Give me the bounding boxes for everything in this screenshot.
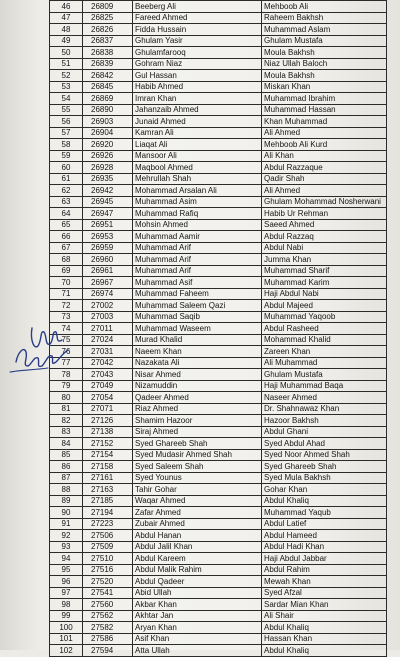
father-name: Habib Ur Rehman <box>262 208 387 220</box>
table-row <box>50 530 387 542</box>
row-number: 50 <box>50 47 83 59</box>
father-name: Niaz Ullah Baloch <box>262 58 387 70</box>
candidate-name: Abdul Kareem <box>133 553 262 565</box>
table-row <box>50 369 387 381</box>
father-name: Abdul Ghani <box>262 426 387 438</box>
father-name: Abdul Razzaq <box>262 231 387 243</box>
table-row <box>50 438 387 450</box>
table-row <box>50 127 387 139</box>
handwritten-signature <box>0 300 70 390</box>
table-row <box>50 93 387 105</box>
table-row <box>50 162 387 174</box>
father-name: Abdul Khaliq <box>262 495 387 507</box>
row-number: 70 <box>50 277 83 289</box>
father-name: Syed Mula Bakhsh <box>262 472 387 484</box>
candidate-name: Nazakata Ali <box>133 357 262 369</box>
candidate-name: Siraj Ahmed <box>133 426 262 438</box>
row-number: 53 <box>50 81 83 93</box>
roll-number: 26961 <box>83 265 133 277</box>
row-number: 59 <box>50 150 83 162</box>
roll-number: 26826 <box>83 24 133 36</box>
table-row <box>50 495 387 507</box>
roll-number: 27541 <box>83 587 133 599</box>
roll-number: 27161 <box>83 472 133 484</box>
row-number: 72 <box>50 300 83 312</box>
table-row <box>50 392 387 404</box>
father-name: Sardar Mian Khan <box>262 599 387 611</box>
father-name: Muhammad Yaqoob <box>262 311 387 323</box>
row-number: 47 <box>50 12 83 24</box>
candidate-name: Waqar Ahmed <box>133 495 262 507</box>
father-name: Dr. Shahnawaz Khan <box>262 403 387 415</box>
roll-number: 27163 <box>83 484 133 496</box>
candidate-name: Mehrullah Shah <box>133 173 262 185</box>
father-name: Muhammad Ibrahim <box>262 93 387 105</box>
candidate-name: Qadeer Ahmed <box>133 392 262 404</box>
row-number: 100 <box>50 622 83 634</box>
row-number: 74 <box>50 323 83 335</box>
row-number: 90 <box>50 507 83 519</box>
table-row <box>50 461 387 473</box>
candidate-name: Fareed Ahmed <box>133 12 262 24</box>
candidate-name: Beeberg Ali <box>133 1 262 13</box>
table-row <box>50 610 387 622</box>
candidate-name: Syed Ghareeb Shah <box>133 438 262 450</box>
table-row <box>50 587 387 599</box>
row-number: 66 <box>50 231 83 243</box>
candidate-name: Muhammad Asif <box>133 277 262 289</box>
father-name: Muhammad Karim <box>262 277 387 289</box>
table-row <box>50 24 387 36</box>
candidate-name: Abdul Qadeer <box>133 576 262 588</box>
father-name: Jumma Khan <box>262 254 387 266</box>
roll-number: 27506 <box>83 530 133 542</box>
father-name: Ali Ahmed <box>262 185 387 197</box>
row-number: 54 <box>50 93 83 105</box>
table-row <box>50 219 387 231</box>
roll-number: 26953 <box>83 231 133 243</box>
table-row <box>50 622 387 634</box>
father-name: Abdul Latief <box>262 518 387 530</box>
candidate-name: Naeem Khan <box>133 346 262 358</box>
roll-number: 26928 <box>83 162 133 174</box>
roll-number: 26960 <box>83 254 133 266</box>
row-number: 58 <box>50 139 83 151</box>
father-name: Naseer Ahmed <box>262 392 387 404</box>
candidate-name: Muhammad Saqib <box>133 311 262 323</box>
table-row <box>50 81 387 93</box>
father-name: Abdul Rasheed <box>262 323 387 335</box>
table-row <box>50 645 387 657</box>
roll-number: 27158 <box>83 461 133 473</box>
candidate-name: Jahanzaib Ahmed <box>133 104 262 116</box>
candidate-name: Liaqat Ali <box>133 139 262 151</box>
candidate-name: Ghulamfarooq <box>133 47 262 59</box>
father-name: Mehboob Ali <box>262 1 387 13</box>
table-row <box>50 507 387 519</box>
row-number: 92 <box>50 530 83 542</box>
candidate-name: Abid Ullah <box>133 587 262 599</box>
table-row <box>50 323 387 335</box>
row-number: 95 <box>50 564 83 576</box>
father-name: Moula Bakhsh <box>262 47 387 59</box>
candidate-name: Zafar Ahmed <box>133 507 262 519</box>
row-number: 102 <box>50 645 83 657</box>
roll-number: 26935 <box>83 173 133 185</box>
father-name: Ghulam Mustafa <box>262 35 387 47</box>
roll-number: 26845 <box>83 81 133 93</box>
roll-number: 27509 <box>83 541 133 553</box>
candidate-name: Imran Khan <box>133 93 262 105</box>
father-name: Ghulam Mustafa <box>262 369 387 381</box>
roll-number: 27594 <box>83 645 133 657</box>
row-number: 69 <box>50 265 83 277</box>
father-name: Syed Abdul Ahad <box>262 438 387 450</box>
table-row <box>50 150 387 162</box>
father-name: Abdul Majeed <box>262 300 387 312</box>
roll-number: 27126 <box>83 415 133 427</box>
roll-number: 26947 <box>83 208 133 220</box>
father-name: Haji Abdul Nabi <box>262 288 387 300</box>
candidate-name: Mohammad Arsalan Ali <box>133 185 262 197</box>
candidate-name: Gul Hassan <box>133 70 262 82</box>
father-name: Mohammad Khalid <box>262 334 387 346</box>
candidate-name: Muhammad Aamir <box>133 231 262 243</box>
row-number: 101 <box>50 633 83 645</box>
father-name: Mehboob Ali Kurd <box>262 139 387 151</box>
candidate-name: Muhammad Asim <box>133 196 262 208</box>
roll-number: 27152 <box>83 438 133 450</box>
table-row <box>50 58 387 70</box>
row-number: 62 <box>50 185 83 197</box>
candidate-name: Muhammad Saleem Qazi <box>133 300 262 312</box>
table-row <box>50 116 387 128</box>
candidate-name: Muhammad Faheem <box>133 288 262 300</box>
row-number: 67 <box>50 242 83 254</box>
father-name: Abdul Nabi <box>262 242 387 254</box>
roll-number: 26809 <box>83 1 133 13</box>
candidate-name: Nisar Ahmed <box>133 369 262 381</box>
table-row <box>50 300 387 312</box>
roll-number: 26869 <box>83 93 133 105</box>
father-name: Saeed Ahmed <box>262 219 387 231</box>
roll-number: 26945 <box>83 196 133 208</box>
row-number: 49 <box>50 35 83 47</box>
row-number: 77 <box>50 357 83 369</box>
row-number: 85 <box>50 449 83 461</box>
table-row <box>50 277 387 289</box>
candidate-name: Akhtar Jan <box>133 610 262 622</box>
row-number: 78 <box>50 369 83 381</box>
candidate-name: Habib Ahmed <box>133 81 262 93</box>
father-name: Abdul Khaliq <box>262 622 387 634</box>
candidate-table-body <box>50 1 387 657</box>
roll-number: 27562 <box>83 610 133 622</box>
father-name: Miskan Khan <box>262 81 387 93</box>
candidate-name: Maqbool Ahmed <box>133 162 262 174</box>
father-name: Muhammad Aslam <box>262 24 387 36</box>
table-row <box>50 633 387 645</box>
row-number: 68 <box>50 254 83 266</box>
father-name: Qadir Shah <box>262 173 387 185</box>
roll-number: 27054 <box>83 392 133 404</box>
roll-number: 26838 <box>83 47 133 59</box>
roll-number: 27024 <box>83 334 133 346</box>
roll-number: 27154 <box>83 449 133 461</box>
candidate-name: Shamim Hazoor <box>133 415 262 427</box>
table-row <box>50 553 387 565</box>
roll-number: 27510 <box>83 553 133 565</box>
table-row <box>50 357 387 369</box>
table-row <box>50 104 387 116</box>
row-number: 81 <box>50 403 83 415</box>
row-number: 48 <box>50 24 83 36</box>
row-number: 52 <box>50 70 83 82</box>
roll-number: 27223 <box>83 518 133 530</box>
father-name: Moula Bakhsh <box>262 70 387 82</box>
roll-number: 26926 <box>83 150 133 162</box>
candidate-name: Riaz Ahmed <box>133 403 262 415</box>
roll-number: 26920 <box>83 139 133 151</box>
row-number: 96 <box>50 576 83 588</box>
table-row <box>50 231 387 243</box>
roll-number: 27194 <box>83 507 133 519</box>
roll-number: 27031 <box>83 346 133 358</box>
table-row <box>50 70 387 82</box>
roll-number: 27049 <box>83 380 133 392</box>
table-row <box>50 541 387 553</box>
roll-number: 27042 <box>83 357 133 369</box>
row-number: 83 <box>50 426 83 438</box>
candidate-name: Atta Ullah <box>133 645 262 657</box>
table-row <box>50 484 387 496</box>
candidate-name: Abdul Malik Rahim <box>133 564 262 576</box>
table-row <box>50 415 387 427</box>
table-row <box>50 380 387 392</box>
candidate-name: Mansoor Ali <box>133 150 262 162</box>
table-row <box>50 12 387 24</box>
candidate-name: Asif Khan <box>133 633 262 645</box>
row-number: 65 <box>50 219 83 231</box>
table-row <box>50 472 387 484</box>
row-number: 87 <box>50 472 83 484</box>
father-name: Abdul Rahim <box>262 564 387 576</box>
father-name: Ghulam Mohammad Nosherwani <box>262 196 387 208</box>
father-name: Ali Khan <box>262 150 387 162</box>
father-name: Syed Ghareeb Shah <box>262 461 387 473</box>
roll-number: 26825 <box>83 12 133 24</box>
roll-number: 26967 <box>83 277 133 289</box>
row-number: 60 <box>50 162 83 174</box>
table-row <box>50 576 387 588</box>
roll-number: 26904 <box>83 127 133 139</box>
candidate-name: Abdul Hanan <box>133 530 262 542</box>
row-number: 89 <box>50 495 83 507</box>
table-row <box>50 311 387 323</box>
father-name: Abdul Khaliq <box>262 645 387 657</box>
table-row <box>50 139 387 151</box>
roll-number: 27071 <box>83 403 133 415</box>
candidate-name: Muhammad Arif <box>133 265 262 277</box>
row-number: 88 <box>50 484 83 496</box>
roll-number: 27582 <box>83 622 133 634</box>
roll-number: 27520 <box>83 576 133 588</box>
table-row <box>50 185 387 197</box>
father-name: Abdul Hadi Khan <box>262 541 387 553</box>
candidate-name: Kamran Ali <box>133 127 262 139</box>
candidate-name: Syed Younus <box>133 472 262 484</box>
candidate-name: Akbar Khan <box>133 599 262 611</box>
father-name: Ali Shair <box>262 610 387 622</box>
table-row <box>50 403 387 415</box>
row-number: 80 <box>50 392 83 404</box>
father-name: Abdul Razzaque <box>262 162 387 174</box>
candidate-name: Muhammad Arif <box>133 242 262 254</box>
row-number: 64 <box>50 208 83 220</box>
row-number: 51 <box>50 58 83 70</box>
candidate-name: Muhammad Rafiq <box>133 208 262 220</box>
row-number: 79 <box>50 380 83 392</box>
candidate-name: Muhammad Arif <box>133 254 262 266</box>
row-number: 46 <box>50 1 83 13</box>
roll-number: 26837 <box>83 35 133 47</box>
father-name: Muhammad Sharif <box>262 265 387 277</box>
roll-number: 27043 <box>83 369 133 381</box>
father-name: Hazoor Bakhsh <box>262 415 387 427</box>
father-name: Ali Ahmed <box>262 127 387 139</box>
father-name: Mewah Khan <box>262 576 387 588</box>
candidate-name: Abdul Jalil Khan <box>133 541 262 553</box>
candidate-name: Ghulam Yasir <box>133 35 262 47</box>
candidate-name: Muhammad Waseem <box>133 323 262 335</box>
table-row <box>50 518 387 530</box>
father-name: Abdul Hameed <box>262 530 387 542</box>
candidate-name: Aryan Khan <box>133 622 262 634</box>
table-row <box>50 564 387 576</box>
father-name: Haji Muhammad Baqa <box>262 380 387 392</box>
row-number: 71 <box>50 288 83 300</box>
row-number: 84 <box>50 438 83 450</box>
table-row <box>50 173 387 185</box>
roll-number: 26890 <box>83 104 133 116</box>
father-name: Khan Muhammad <box>262 116 387 128</box>
candidate-name: Syed Mudasir Ahmed Shah <box>133 449 262 461</box>
row-number: 75 <box>50 334 83 346</box>
row-number: 56 <box>50 116 83 128</box>
row-number: 98 <box>50 599 83 611</box>
candidate-name: Gohram Niaz <box>133 58 262 70</box>
candidate-name: Murad Khalid <box>133 334 262 346</box>
father-name: Ali Muhammad <box>262 357 387 369</box>
candidate-name: Syed Saleem Shah <box>133 461 262 473</box>
candidate-table <box>49 0 387 657</box>
row-number: 57 <box>50 127 83 139</box>
father-name: Raheem Bakhsh <box>262 12 387 24</box>
row-number: 61 <box>50 173 83 185</box>
table-row <box>50 1 387 13</box>
roll-number: 27185 <box>83 495 133 507</box>
candidate-name: Zubair Ahmed <box>133 518 262 530</box>
candidate-name: Mohsin Ahmed <box>133 219 262 231</box>
row-number: 73 <box>50 311 83 323</box>
roll-number: 26942 <box>83 185 133 197</box>
row-number: 99 <box>50 610 83 622</box>
roll-number: 27002 <box>83 300 133 312</box>
row-number: 86 <box>50 461 83 473</box>
roll-number: 26903 <box>83 116 133 128</box>
table-row <box>50 254 387 266</box>
roll-number: 26974 <box>83 288 133 300</box>
table-row <box>50 35 387 47</box>
row-number: 93 <box>50 541 83 553</box>
father-name: Gohar Khan <box>262 484 387 496</box>
candidate-name: Tahir Gohar <box>133 484 262 496</box>
roll-number: 27011 <box>83 323 133 335</box>
table-row <box>50 599 387 611</box>
table-row <box>50 242 387 254</box>
table-row <box>50 426 387 438</box>
candidate-name: Nizamuddin <box>133 380 262 392</box>
roll-number: 26959 <box>83 242 133 254</box>
father-name: Syed Afzal <box>262 587 387 599</box>
table-row <box>50 288 387 300</box>
father-name: Syed Noor Ahmed Shah <box>262 449 387 461</box>
roll-number: 26842 <box>83 70 133 82</box>
father-name: Zareen Khan <box>262 346 387 358</box>
candidate-name: Fidda Hussain <box>133 24 262 36</box>
father-name: Muhammad Yaqub <box>262 507 387 519</box>
roll-number: 27560 <box>83 599 133 611</box>
father-name: Muhammad Hassan <box>262 104 387 116</box>
roll-number: 26839 <box>83 58 133 70</box>
row-number: 82 <box>50 415 83 427</box>
table-row <box>50 334 387 346</box>
row-number: 97 <box>50 587 83 599</box>
father-name: Hassan Khan <box>262 633 387 645</box>
roll-number: 27586 <box>83 633 133 645</box>
table-row <box>50 346 387 358</box>
table-row <box>50 449 387 461</box>
row-number: 63 <box>50 196 83 208</box>
roll-number: 27003 <box>83 311 133 323</box>
father-name: Haji Abdul Jabbar <box>262 553 387 565</box>
roll-number: 27516 <box>83 564 133 576</box>
table-row <box>50 265 387 277</box>
table-row <box>50 47 387 59</box>
roll-number: 27138 <box>83 426 133 438</box>
row-number: 94 <box>50 553 83 565</box>
candidate-name: Junaid Ahmed <box>133 116 262 128</box>
row-number: 91 <box>50 518 83 530</box>
row-number: 55 <box>50 104 83 116</box>
table-row <box>50 196 387 208</box>
row-number: 76 <box>50 346 83 358</box>
table-row <box>50 208 387 220</box>
roll-number: 26951 <box>83 219 133 231</box>
